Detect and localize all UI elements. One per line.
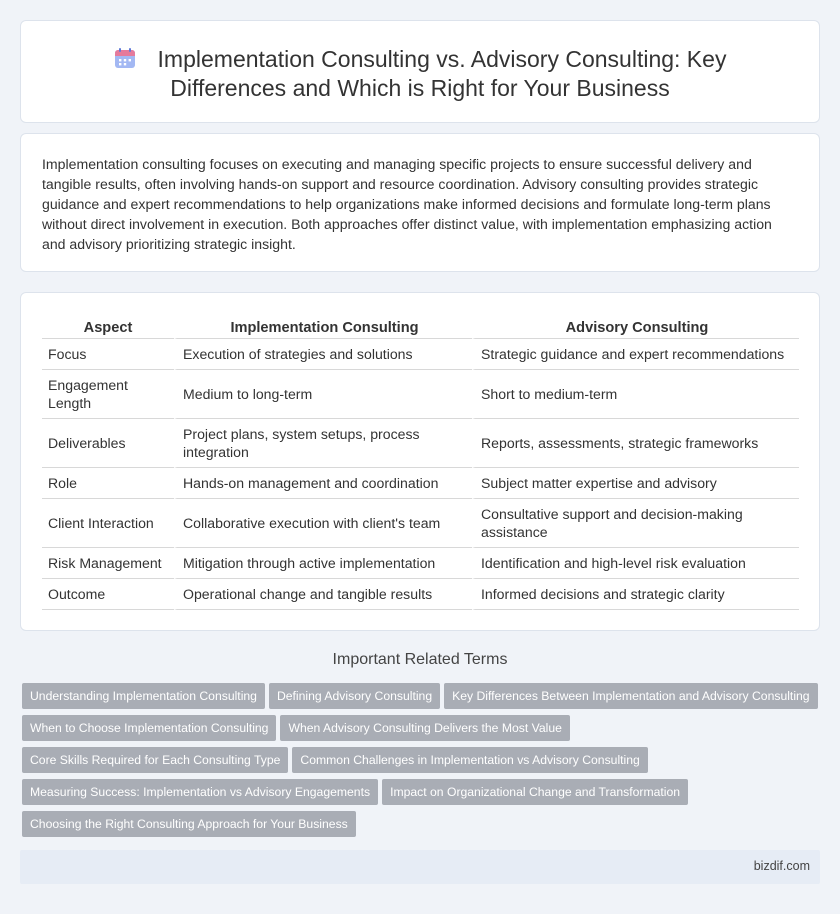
tag-row xyxy=(22,683,822,715)
row-aspect: Role xyxy=(42,468,174,499)
row-advisory: Identification and high-level risk evaluation xyxy=(472,548,799,579)
summary-text: Implementation consulting focuses on executing and managing specific projects to ensure successful delivery and tangible results, often involving hands-on support and resource coordination. Advisory consulting provides strategic guidance and expert recommendations to help organizations make informed decisions and formulate long-term plans without direct involvement in execution. Both approaches offer distinct value, with implementation emphasizing action and advisory prioritizing strategic insight. xyxy=(42,156,772,252)
table-row xyxy=(42,339,799,370)
row-aspect: Outcome xyxy=(42,579,174,610)
header-aspect: Aspect xyxy=(42,317,174,339)
calendar-icon xyxy=(114,47,136,69)
row-advisory: Short to medium-term xyxy=(472,370,799,419)
summary-card xyxy=(20,133,820,272)
related-term-tag[interactable]: Common Challenges in Implementation vs Advisory Consulting xyxy=(292,747,647,773)
row-implementation: Medium to long-term xyxy=(174,370,472,419)
row-advisory: Reports, assessments, strategic frameworks xyxy=(472,419,799,468)
row-implementation: Mitigation through active implementation xyxy=(174,548,472,579)
related-terms-heading: Important Related Terms xyxy=(332,651,508,668)
page-title xyxy=(21,45,819,103)
tag-row xyxy=(22,811,822,843)
related-term-tag[interactable]: When to Choose Implementation Consulting xyxy=(22,715,276,741)
tag-row xyxy=(22,779,822,811)
row-aspect: Risk Management xyxy=(42,548,174,579)
row-implementation: Hands-on management and coordination xyxy=(174,468,472,499)
tag-row xyxy=(22,747,822,779)
row-implementation: Collaborative execution with client's team xyxy=(174,499,472,548)
related-term-tag[interactable]: Defining Advisory Consulting xyxy=(269,683,440,709)
related-term-tag[interactable]: Key Differences Between Implementation and Advisory Consulting xyxy=(444,683,817,709)
title-line-2: Differences and Which is Right for Your Business xyxy=(170,75,670,101)
row-advisory: Strategic guidance and expert recommendations xyxy=(472,339,799,370)
row-aspect: Engagement Length xyxy=(42,370,174,419)
row-implementation: Project plans, system setups, process integration xyxy=(174,419,472,468)
related-term-tag[interactable]: When Advisory Consulting Delivers the Most Value xyxy=(280,715,569,741)
related-term-tag[interactable]: Choosing the Right Consulting Approach for Your Business xyxy=(22,811,356,837)
related-term-tag[interactable]: Understanding Implementation Consulting xyxy=(22,683,265,709)
table-row xyxy=(42,548,799,579)
table-header-row xyxy=(42,317,799,339)
comparison-table xyxy=(42,317,799,610)
row-aspect: Focus xyxy=(42,339,174,370)
footer-site-link[interactable]: bizdif.com xyxy=(753,859,810,873)
row-advisory: Subject matter expertise and advisory xyxy=(472,468,799,499)
comparison-card xyxy=(20,292,820,631)
tag-row xyxy=(22,715,822,747)
table-row xyxy=(42,468,799,499)
related-term-tag[interactable]: Measuring Success: Implementation vs Advisory Engagements xyxy=(22,779,378,805)
row-aspect: Deliverables xyxy=(42,419,174,468)
title-line-1: Implementation Consulting vs. Advisory Consulting: Key xyxy=(157,46,727,72)
table-row xyxy=(42,579,799,610)
row-implementation: Operational change and tangible results xyxy=(174,579,472,610)
header-advisory: Advisory Consulting xyxy=(472,317,799,339)
table-row xyxy=(42,499,799,548)
related-terms-list xyxy=(22,683,822,843)
title-card xyxy=(20,20,820,123)
row-implementation: Execution of strategies and solutions xyxy=(174,339,472,370)
table-row xyxy=(42,419,799,468)
footer xyxy=(20,850,820,884)
related-term-tag[interactable]: Core Skills Required for Each Consulting Type xyxy=(22,747,288,773)
related-term-tag[interactable]: Impact on Organizational Change and Transformation xyxy=(382,779,688,805)
header-implementation: Implementation Consulting xyxy=(174,317,472,339)
row-advisory: Informed decisions and strategic clarity xyxy=(472,579,799,610)
table-row xyxy=(42,370,799,419)
row-advisory: Consultative support and decision-making assistance xyxy=(472,499,799,548)
row-aspect: Client Interaction xyxy=(42,499,174,548)
